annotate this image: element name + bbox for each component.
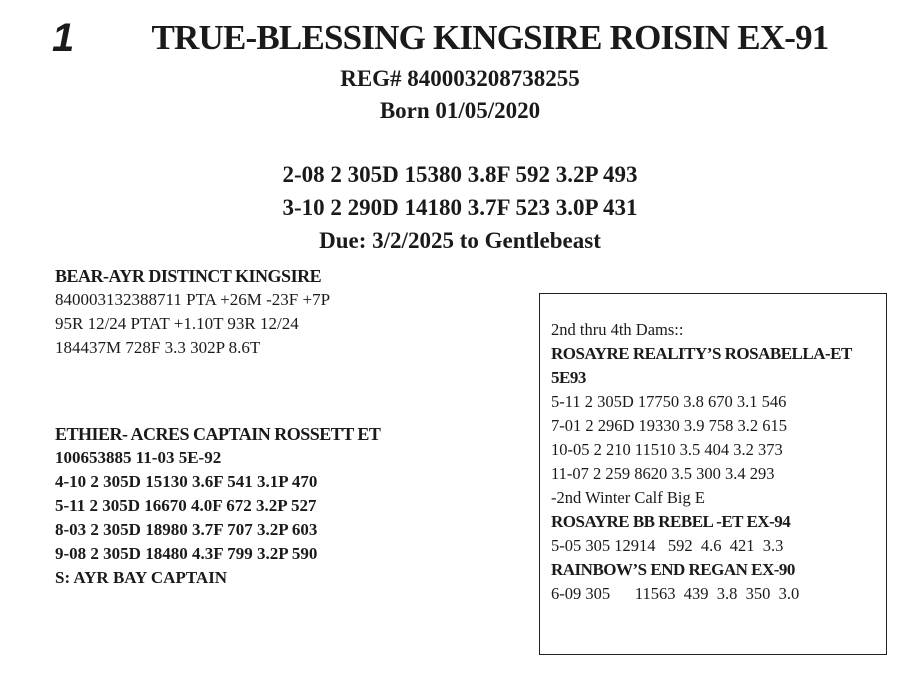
dam-line-3: 5-11 2 305D 16670 4.0F 672 3.2P 527 [55,496,317,515]
sire-line-3: 184437M 728F 3.3 302P 8.6T [55,338,261,357]
second-dam-line-5: -2nd Winter Calf Big E [551,488,705,507]
second-dam-line-1: 5-11 2 305D 17750 3.8 670 3.1 546 [551,392,787,411]
dams-box-content [551,318,852,606]
dam-line-4: 8-03 2 305D 18980 3.7F 707 3.2P 603 [55,520,318,539]
third-dam-line: 5-05 305 12914 592 4.6 421 3.3 [551,536,784,555]
dam-section [55,422,380,590]
second-dam-classification: 5E93 [551,368,586,387]
third-dam-name: ROSAYRE BB REBEL -ET EX-94 [551,512,791,531]
second-dam-line-3: 10-05 2 210 11510 3.5 404 3.2 373 [551,440,783,459]
fourth-dam-line: 6-09 305 11563 439 3.8 350 3.0 [551,584,800,603]
registration-number: REG# 840003208738255 [340,66,580,91]
dams-box [539,293,887,655]
dam-line-1: 100653885 11-03 5E-92 [55,448,222,467]
dam-name: ETHIER- ACRES CAPTAIN ROSSETT ET [55,424,381,444]
dam-line-2: 4-10 2 305D 15130 3.6F 541 3.1P 470 [55,472,318,491]
birth-date: Born 01/05/2020 [379,98,541,123]
due-date: Due: 3/2/2025 to Gentlebeast [319,228,601,253]
dam-sire-line: S: AYR BAY CAPTAIN [55,568,228,587]
animal-name: TRUE-BLESSING KINGSIRE ROISIN EX-91 [151,18,829,57]
dams-heading: 2nd thru 4th Dams:: [551,320,684,339]
sire-name: BEAR-AYR DISTINCT KINGSIRE [55,266,322,286]
sire-line-1: 840003132388711 PTA +26M -23F +7P [55,290,331,309]
production-record-1: 2-08 2 305D 15380 3.8F 592 3.2P 493 [282,162,638,187]
lot-number: 1 [52,16,75,60]
production-record-2: 3-10 2 290D 14180 3.7F 523 3.0P 431 [282,195,638,220]
dam-line-5: 9-08 2 305D 18480 4.3F 799 3.2P 590 [55,544,318,563]
second-dam-line-2: 7-01 2 296D 19330 3.9 758 3.2 615 [551,416,788,435]
fourth-dam-name: RAINBOW’S END REGAN EX-90 [551,560,795,579]
sire-section [55,264,330,360]
sire-line-2: 95R 12/24 PTAT +1.10T 93R 12/24 [55,314,299,333]
second-dam-line-4: 11-07 2 259 8620 3.5 300 3.4 293 [551,464,775,483]
second-dam-name: ROSAYRE REALITY’S ROSABELLA-ET [551,344,852,363]
